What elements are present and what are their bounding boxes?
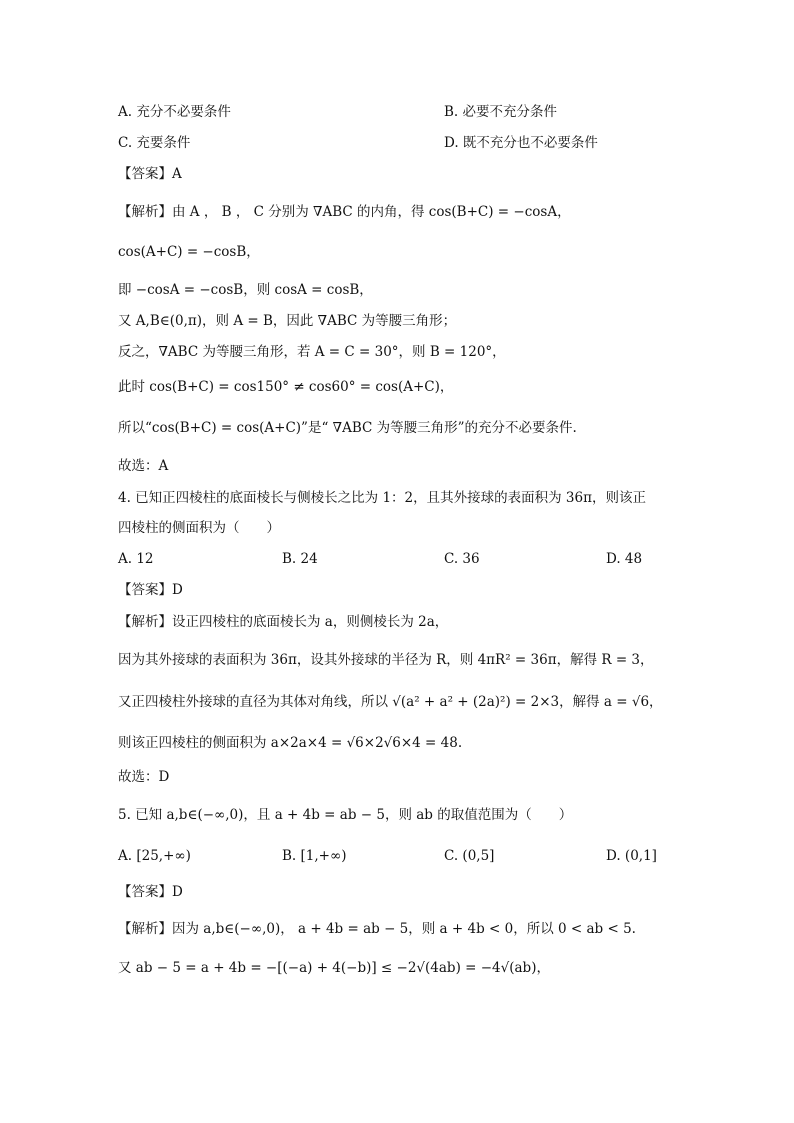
q5-analysis-line-2: 又 ab − 5 = a + 4b = −[(−a) + 4(−b)] ≤ −2√(4ab) = −4√(ab)， [118, 960, 550, 976]
q5-answer: 【答案】D [118, 884, 183, 900]
q4-stem-line-1: 4. 已知正四棱柱的底面棱长与侧棱长之比为 1：2，且其外接球的表面积为 36π，则该正 [118, 490, 646, 506]
q5-option-b: B. [1,+∞) [282, 848, 347, 864]
q4-analysis-line-2: 因为其外接球的表面积为 36π，设其外接球的半径为 R，则 4πR² = 36π，解得 R = 3， [118, 652, 654, 668]
q4-analysis-line-1: 【解析】设正四棱柱的底面棱长为 a，则侧棱长为 2a， [118, 614, 449, 630]
q3-analysis-line-2: cos(A+C) = −cosB， [118, 244, 260, 260]
q3-analysis-line-1: 【解析】由 A ， B ， C 分别为 ∇ABC 的内角，得 cos(B+C) = −cosA， [118, 204, 571, 220]
q5-option-d: D. (0,1] [606, 848, 657, 864]
q5-option-a: A. [25,+∞) [118, 848, 191, 864]
q3-answer: 【答案】A [118, 166, 182, 182]
q4-option-c: C. 36 [444, 551, 480, 567]
q5-analysis-line-1: 【解析】因为 a,b∈(−∞,0)， a + 4b = ab − 5，则 a + 4b < 0，所以 0 < ab < 5. [118, 921, 636, 937]
q3-analysis-line-5: 反之，∇ABC 为等腰三角形，若 A = C = 30°，则 B = 120°， [118, 344, 506, 360]
q4-analysis-line-4: 则该正四棱柱的侧面积为 a×2a×4 = √6×2√6×4 = 48. [118, 735, 463, 751]
q4-conclusion: 故选：D [118, 769, 170, 785]
q5-stem: 5. 已知 a,b∈(−∞,0)，且 a + 4b = ab − 5，则 ab 的取值范围为（ ） [118, 807, 573, 823]
q5-option-c: C. (0,5] [444, 848, 495, 864]
q3-analysis-line-4: 又 A,B∈(0,π)，则 A = B，因此 ∇ABC 为等腰三角形； [118, 313, 457, 329]
q3-analysis-line-6: 此时 cos(B+C) = cos150° ≠ cos60° = cos(A+C)， [118, 379, 454, 395]
q3-conclusion: 故选：A [118, 458, 169, 474]
q3-option-b: B. 必要不充分条件 [444, 104, 558, 120]
q4-option-a: A. 12 [118, 551, 154, 567]
q4-option-d: D. 48 [606, 551, 643, 567]
q3-option-a: A. 充分不必要条件 [118, 104, 231, 120]
q3-analysis-line-3: 即 −cosA = −cosB，则 cosA = cosB， [118, 282, 373, 298]
q4-analysis-line-3: 又正四棱柱外接球的直径为其体对角线，所以 √(a² + a² + (2a)²) = 2×3，解得 a = √6， [118, 694, 663, 710]
q4-stem-line-2: 四棱柱的侧面积为（ ） [118, 520, 280, 536]
q4-option-b: B. 24 [282, 551, 318, 567]
q3-option-d: D. 既不充分也不必要条件 [444, 135, 598, 151]
q3-analysis-line-7: 所以“cos(B+C) = cos(A+C)”是“ ∇ABC 为等腰三角形”的充分不必要条件. [118, 420, 577, 436]
q4-answer: 【答案】D [118, 582, 183, 598]
q3-option-c: C. 充要条件 [118, 135, 191, 151]
